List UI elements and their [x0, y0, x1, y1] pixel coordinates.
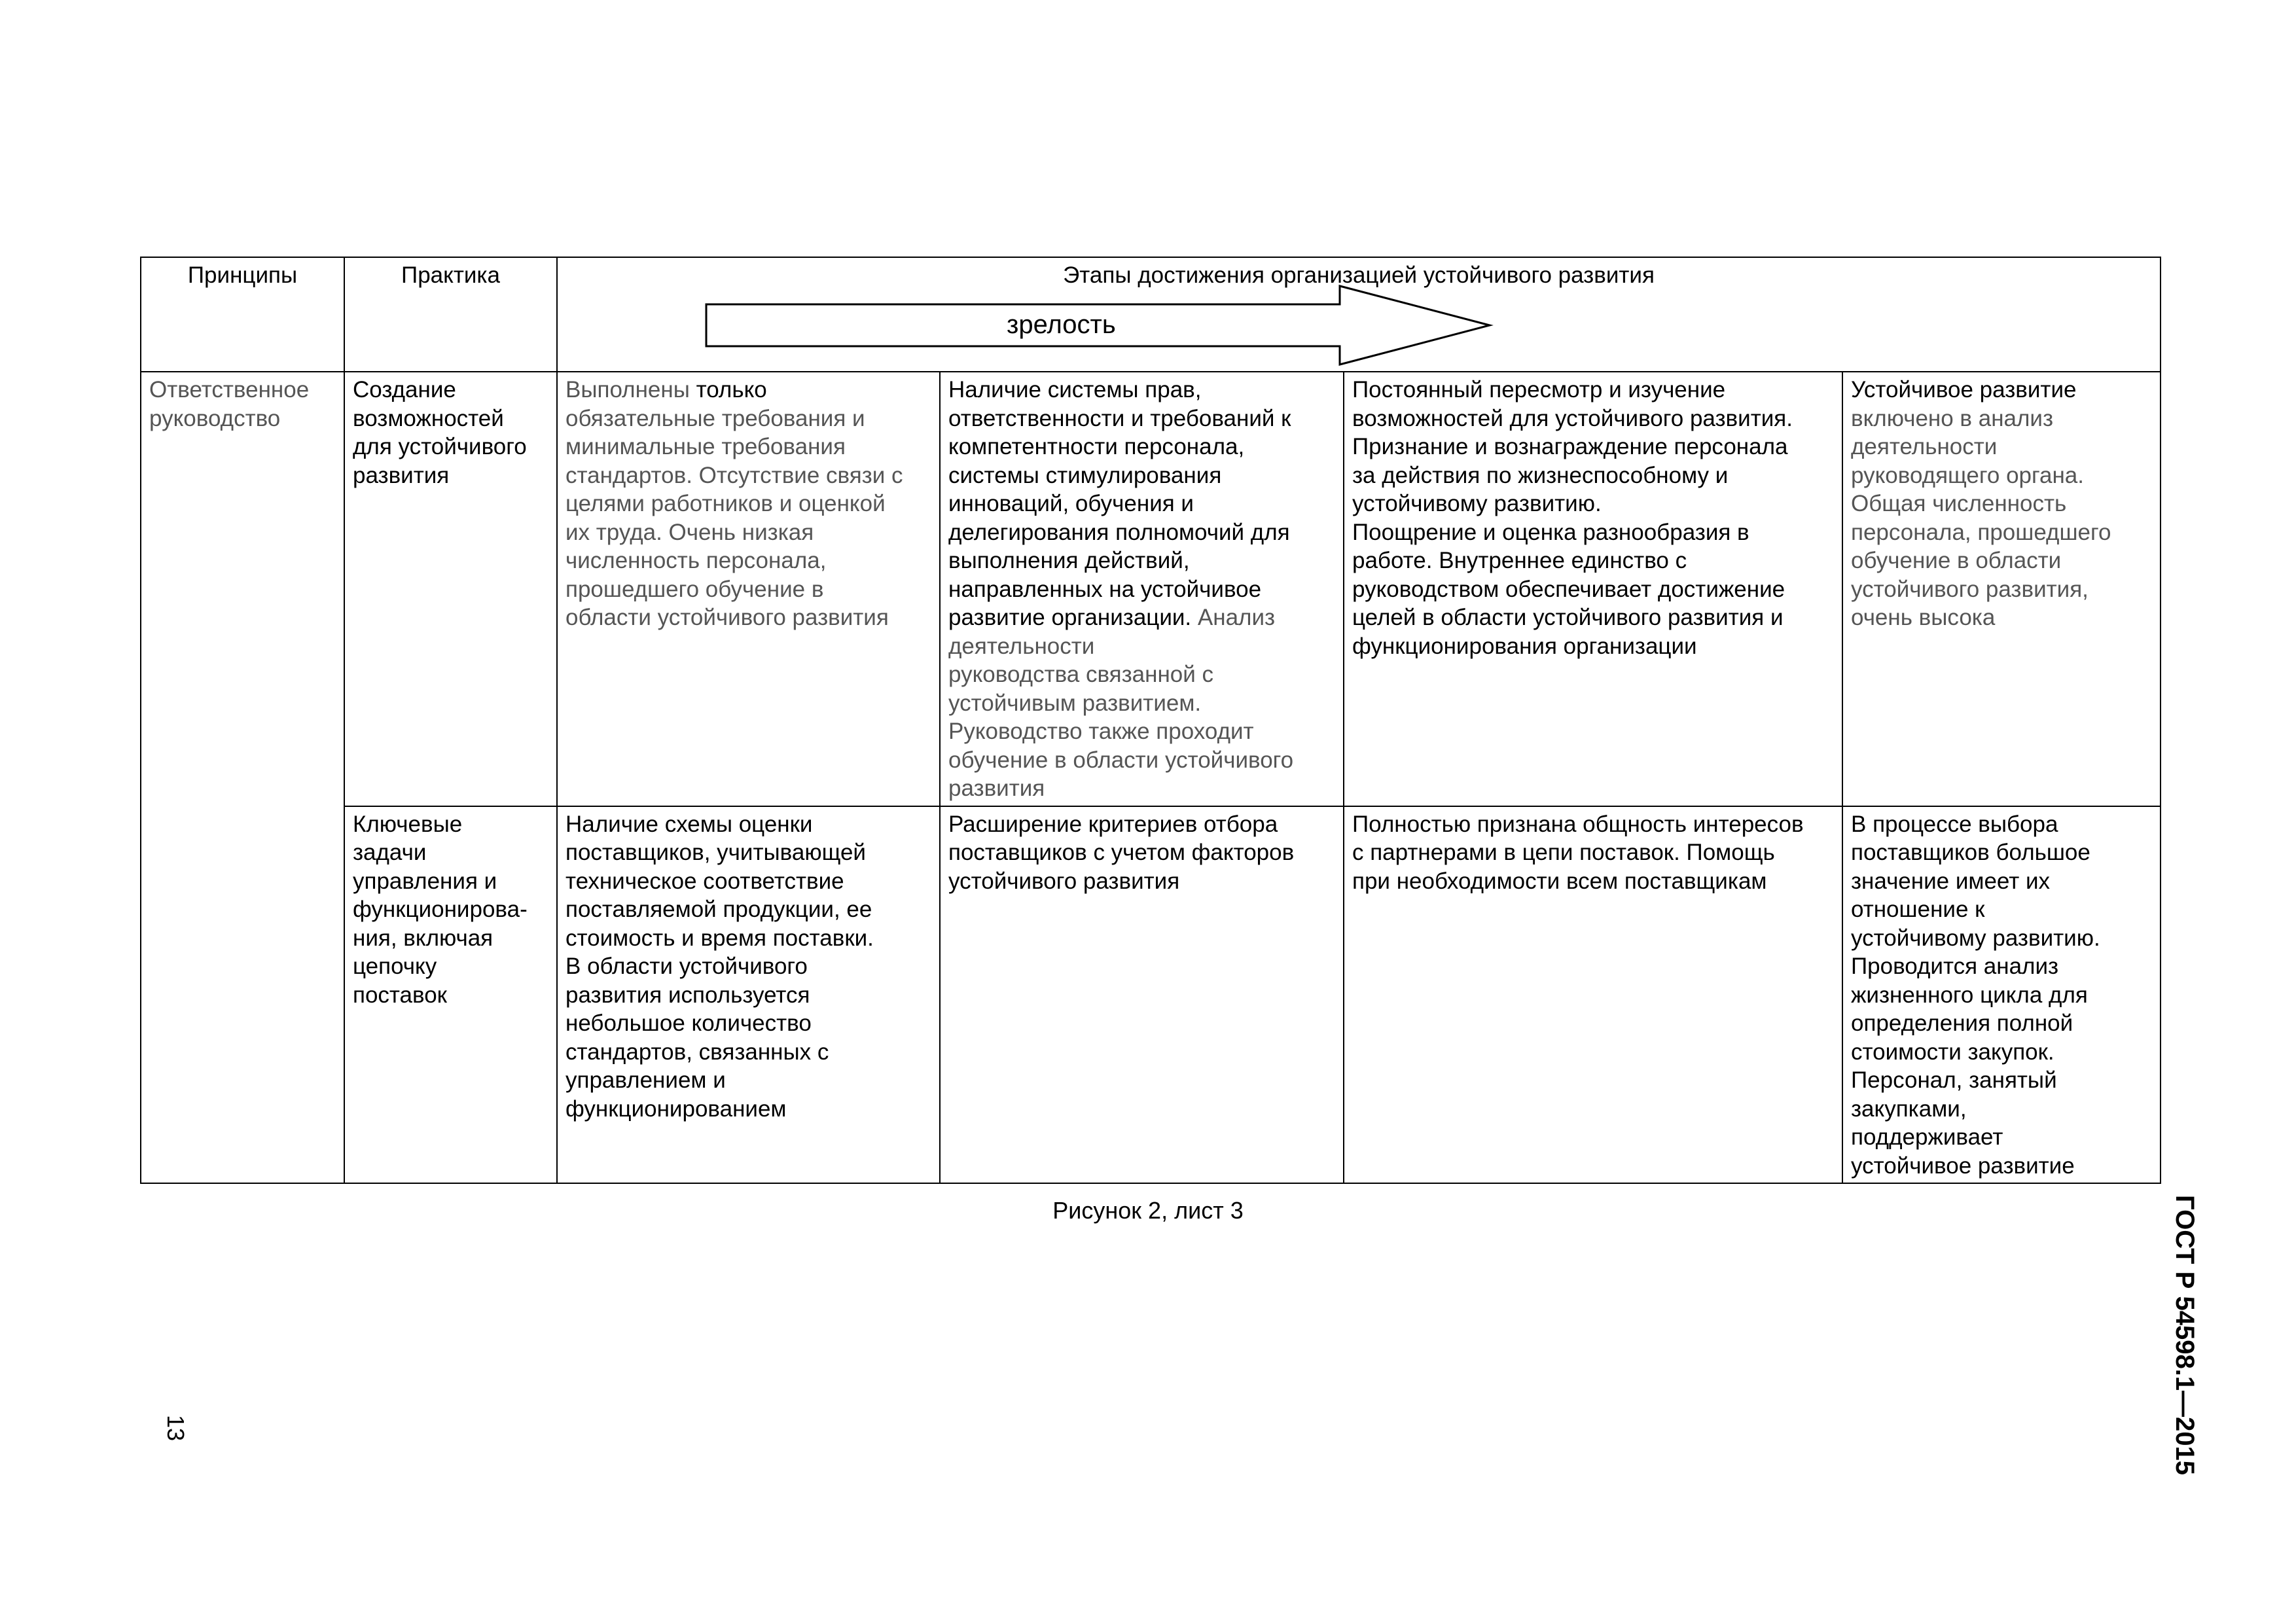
- stage-2-cell: Наличие системы прав, ответственности и требований к компетентности персонала, системы стимулирования инноваций, обучения и делегирования полномочий для выполнения действий, направленных на устойчивое развитие организации. Анализ деятельности руководства связанной с устойчивым развитием. Руководство также проходит обучение в области устойчивого развития: [940, 372, 1344, 806]
- stage-1-cell: Наличие схемы оценки поставщиков, учитывающей техническое соответствие поставляемой продукции, ее стоимость и время поставки. В области устойчивого развития используется небольшое количество стандартов, связанных с управлением и функционированием: [557, 806, 940, 1184]
- stage-4-cell: В процессе выбора поставщиков большое значение имеет их отношение к устойчивому развитию. Проводится анализ жизненного цикла для определения полной стоимости закупок. Персонал, занятый закупками, поддерживает устойчивое развитие: [1842, 806, 2161, 1184]
- standard-code-text: ГОСТ Р 54598.1—2015: [2170, 1194, 2199, 1476]
- stage-4-cell: Устойчивое развитие включено в анализ деятельности руководящего органа. Общая численность персонала, прошедшего обучение в области устойчивого развития, очень высока: [1842, 372, 2161, 806]
- table-row: [141, 372, 2161, 806]
- header-practice: Практика: [344, 257, 557, 372]
- header-stages: [557, 257, 2161, 372]
- principle-cell: Ответственное руководство: [141, 372, 344, 1183]
- figure-caption: Рисунок 2, лист 3: [1052, 1197, 1244, 1224]
- table-header-row: [141, 257, 2161, 372]
- practice-cell: Ключевые задачи управления и функционирова- ния, включая цепочку поставок: [344, 806, 557, 1184]
- stage-2-cell: Расширение критериев отбора поставщиков с учетом факторов устойчивого развития: [940, 806, 1344, 1184]
- page-number: 13: [162, 1414, 190, 1442]
- table-row: [141, 806, 2161, 1184]
- stage-3-cell: Полностью признана общность интересов с партнерами в цепи поставок. Помощь при необходимости всем поставщикам: [1344, 806, 1842, 1184]
- stages-title: Этапы достижения организацией устойчивого развития: [1063, 262, 1655, 288]
- stage-1-cell: Выполнены только обязательные требования и минимальные требования стандартов. Отсутствие связи с целями работников и оценкой их труда. Очень низкая численность персонала, прошедшего обучение в области устойчивого развития: [557, 372, 940, 806]
- practice-cell: Создание возможностей для устойчивого развития: [344, 372, 557, 806]
- stages-table: [140, 257, 2161, 1184]
- stage-3-cell: Постоянный пересмотр и изучение возможностей для устойчивого развития. Признание и вознаграждение персонала за действия по жизнеспособному и устойчивому развитию. Поощрение и оценка разнообразия в работе. Внутреннее единство с руководством обеспечивает достижение целей в области устойчивого развития и функционирования организации: [1344, 372, 1842, 806]
- header-principles: Принципы: [141, 257, 344, 372]
- maturity-arrow-icon: [558, 258, 2160, 372]
